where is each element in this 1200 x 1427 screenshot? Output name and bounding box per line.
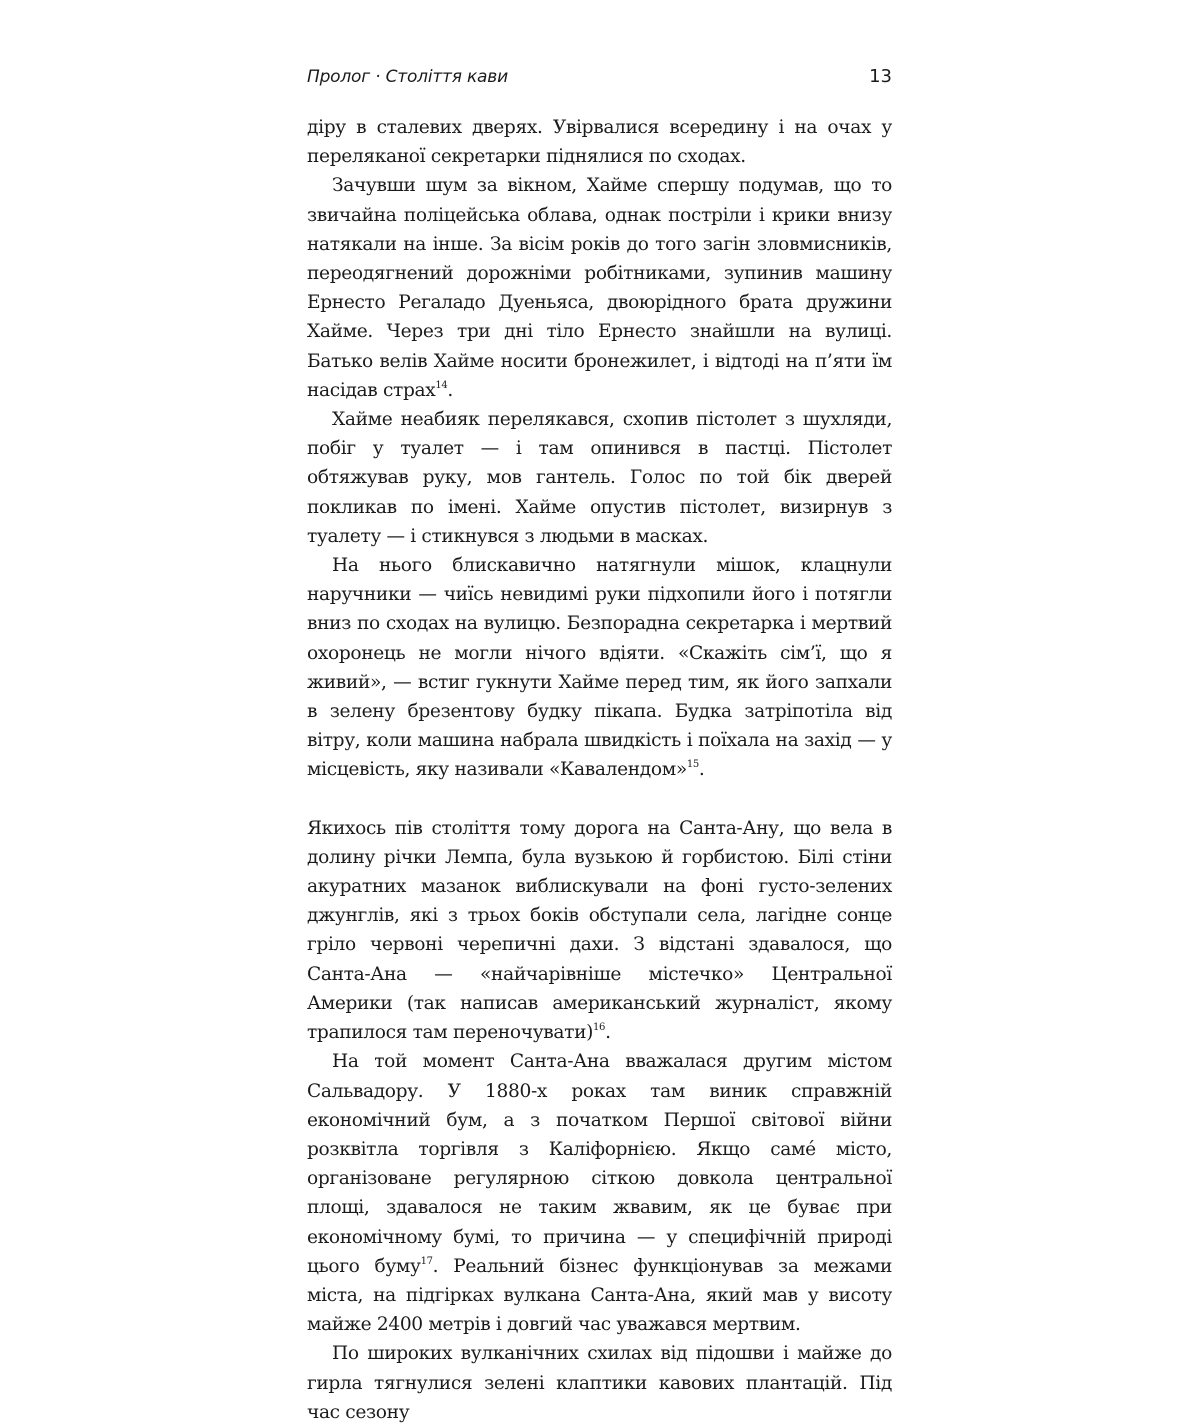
footnote-ref-14[interactable]: 14 — [435, 379, 448, 391]
paragraph-6: На той момент Санта-Ана вважалася другим містом Сальвадору. У 1880-х роках там виник справжній економічний бум, а з початком Першої світової війни розквітла торгівля з Каліфорнією. Якщо самé місто, організоване регулярною сіткою довкола центральної площі, здавалося не таким жвавим, як це буває при економічному бумі, то причина — у специфічній природі цього буму$^{17}$. Реальний бізнес функціонував за межами міста, на підгірках вулкана Санта-Ана, який мав у висоту майже 2400 метрів і довгий час уважався мертвим. — [307, 1051, 892, 1336]
footnote-ref-17[interactable]: 17 — [420, 1255, 433, 1267]
section-break — [307, 785, 892, 814]
footnote-ref-16[interactable]: 16 — [593, 1021, 606, 1033]
paragraph-7: По широких вулканічних схилах від підошви і майже до гирла тягнулися зелені клаптики кавових плантацій. Під час сезону — [307, 1343, 892, 1423]
page-body — [307, 113, 892, 1427]
paragraph-5: Якихось пів століття тому дорога на Санта-Ану, що вела в долину річки Лемпа, була вузькою й горбистою. Білі стіни акуратних мазанок виблискували на фоні густо-зелених джунглів, які з трьох боків обступали села, лагідне сонце гріло червоні черепичні дахи. З відстані здавалося, що Санта-Ана — «найчарівніше містечко» Центральної Америки (так написав американський журналіст, якому трапилося там переночувати)$^{16}$. — [307, 817, 892, 1044]
paragraph-1: діру в сталевих дверях. Увірвалися всередину і на очах у переляканої секретарки піднялися по сходах. — [307, 117, 892, 168]
running-header — [307, 66, 892, 87]
page-number: 13 — [869, 66, 892, 87]
footnote-ref-15[interactable]: 15 — [686, 759, 699, 771]
paragraph-2: Зачувши шум за вікном, Хайме спершу подумав, що то звичайна поліцейська облава, однак постріли і крики внизу натякали на інше. За вісім років до того загін зловмисників, переодягнений дорожніми робітниками, зупинив машину Ернесто Регаладо Дуеньяса, двоюрідного брата дружини Хайме. Через три дні тіло Ернесто знайшли на вулиці. Батько велів Хайме носити бронежилет, і відтоді на п’яти їм насідав страх$^{14}$. — [307, 175, 892, 401]
paragraph-4: На нього блискавично натягнули мішок, клацнули наручники — чиїсь невидимі руки підхопили його і потягли вниз по сходах на вулицю. Безпорадна секретарка і мертвий охоронець не могли нічого вдіяти. «Скажіть сім’ї, що я живий», — встиг гукнути Хайме перед тим, як його запхали в зелену брезентову будку пікапа. Будка затріпотіла від вітру, коли машина набрала швидкість і поїхала на захід — у місцевість, яку називали «Кавалендом»$^{15}$. — [307, 555, 892, 781]
running-title: Пролог · Століття кави — [307, 67, 508, 87]
paragraph-3: Хайме неабияк перелякався, схопив пістолет з шухляди, побіг у туалет — і там опинився в пастці. Пістолет обтяжував руку, мов гантель. Голос по той бік дверей покликав по імені. Хайме опустив пістолет, визирнув з туалету — і стикнувся з людьми в масках. — [307, 409, 892, 547]
